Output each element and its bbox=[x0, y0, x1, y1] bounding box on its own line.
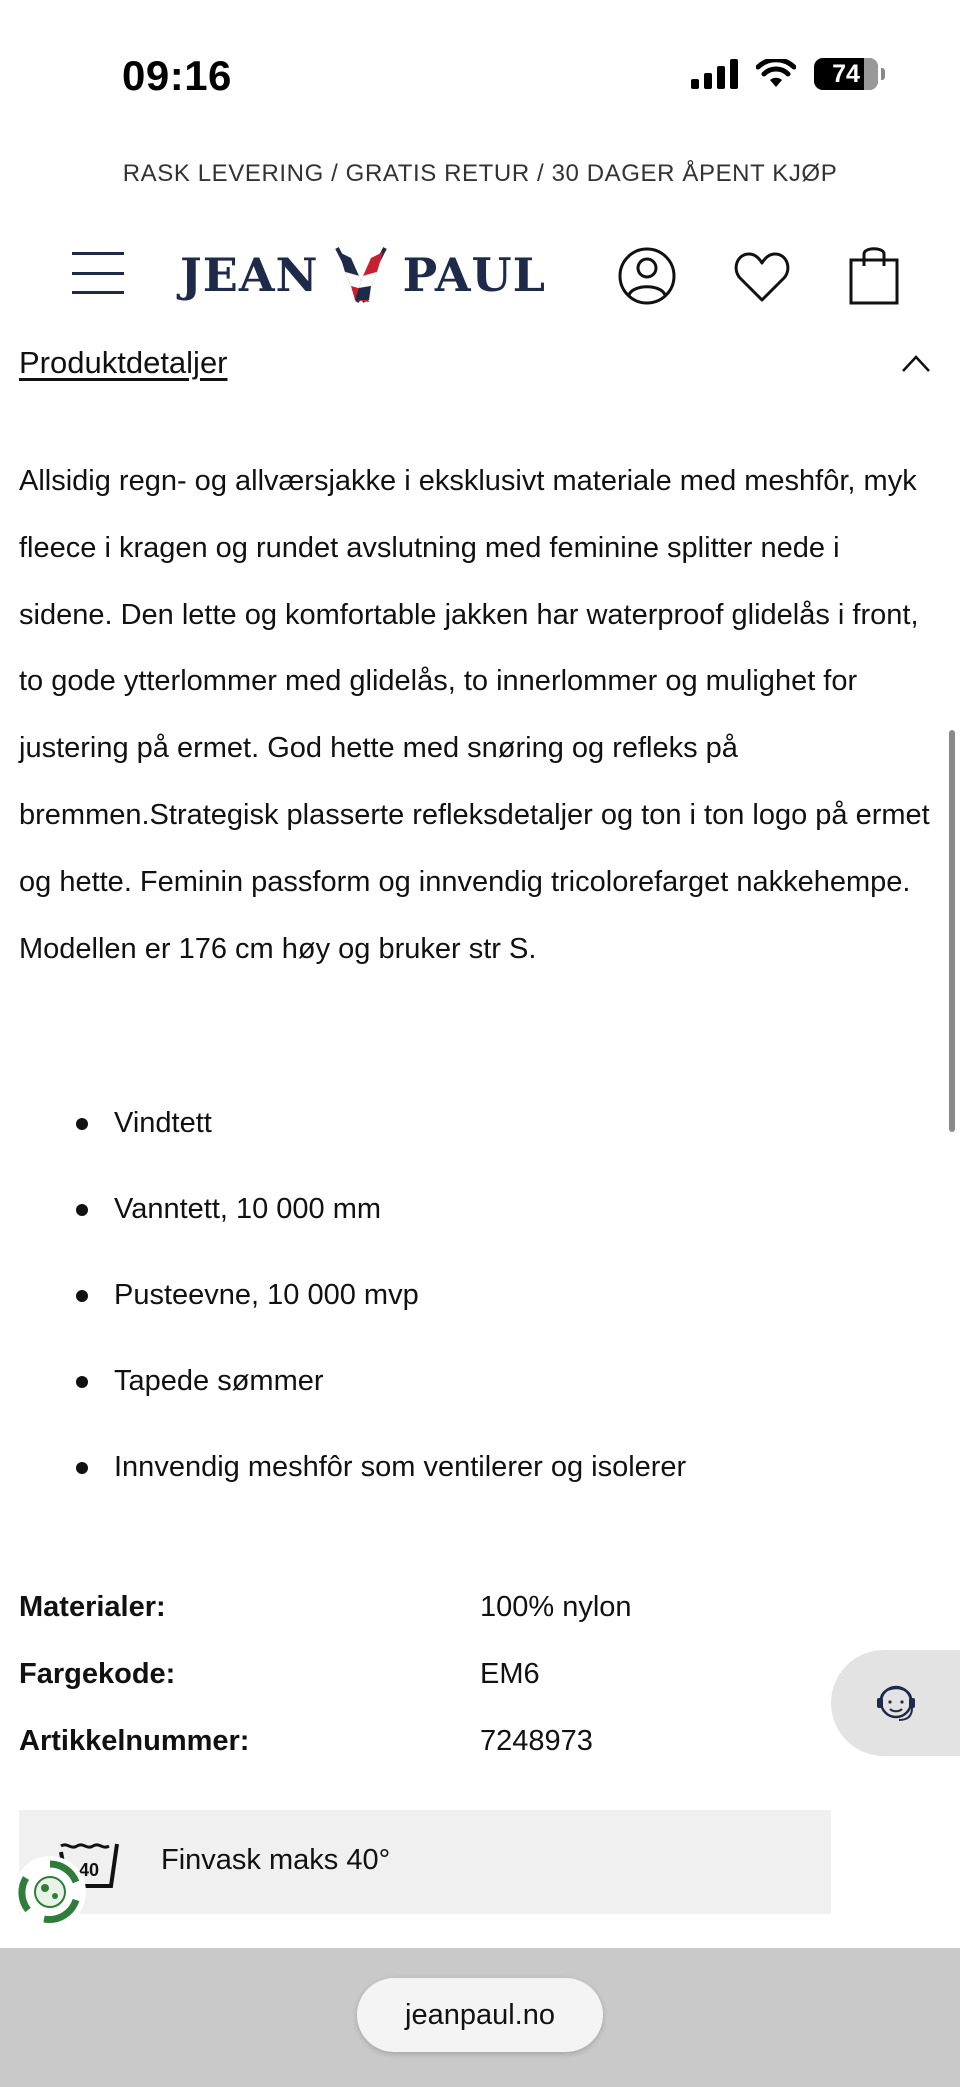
address-bar[interactable]: jeanpaul.no bbox=[357, 1978, 603, 2052]
status-time: 09:16 bbox=[122, 52, 232, 99]
customer-support-button[interactable] bbox=[831, 1650, 960, 1756]
spec-value: EM6 bbox=[480, 1658, 540, 1690]
spec-value: 100% nylon bbox=[480, 1591, 632, 1623]
accordion-title[interactable]: Produktdetaljer bbox=[19, 345, 228, 380]
feature-item: Tapede sømmer bbox=[19, 1348, 919, 1434]
account-icon[interactable] bbox=[617, 246, 677, 306]
flags-icon bbox=[321, 244, 401, 306]
care-instruction bbox=[19, 1810, 831, 1914]
spec-row-article-number bbox=[19, 1708, 919, 1775]
status-bar bbox=[0, 0, 960, 150]
support-agent-icon bbox=[869, 1676, 923, 1730]
menu-icon[interactable] bbox=[72, 252, 124, 294]
feature-item: Vanntett, 10 000 mm bbox=[19, 1176, 919, 1262]
signal-icon bbox=[691, 59, 738, 89]
feature-item: Innvendig meshfôr som ventilerer og isolerer bbox=[19, 1434, 919, 1520]
status-icons bbox=[691, 58, 878, 90]
spec-row-color-code bbox=[19, 1641, 919, 1708]
product-details-accordion[interactable] bbox=[19, 345, 941, 395]
browser-toolbar bbox=[0, 1948, 960, 2087]
spec-value: 7248973 bbox=[480, 1725, 593, 1757]
logo-text-right: PAUL bbox=[402, 248, 546, 302]
battery-icon bbox=[814, 58, 878, 90]
heart-icon[interactable] bbox=[733, 250, 791, 304]
feature-item: Vindtett bbox=[19, 1090, 919, 1176]
bag-icon[interactable] bbox=[848, 242, 900, 306]
spec-table bbox=[19, 1574, 919, 1775]
promo-banner: RASK LEVERING / GRATIS RETUR / 30 DAGER ÅPENT KJØP bbox=[122, 160, 838, 187]
battery-level: 74 bbox=[832, 59, 860, 88]
feature-list bbox=[19, 1090, 919, 1520]
spec-label: Fargekode: bbox=[19, 1658, 176, 1690]
chevron-up-icon[interactable] bbox=[901, 353, 931, 373]
site-header bbox=[0, 230, 960, 320]
feature-item: Pusteevne, 10 000 mvp bbox=[19, 1262, 919, 1348]
spec-label: Materialer: bbox=[19, 1591, 166, 1623]
care-text: Finvask maks 40° bbox=[161, 1844, 391, 1876]
logo-text-left: JEAN bbox=[180, 248, 319, 302]
wifi-icon bbox=[756, 59, 796, 89]
brand-logo[interactable] bbox=[180, 244, 546, 306]
spec-row-material bbox=[19, 1574, 919, 1641]
sustainability-badge[interactable] bbox=[14, 1856, 86, 1928]
scrollbar[interactable] bbox=[949, 730, 955, 1132]
recycle-globe-icon bbox=[14, 1856, 86, 1928]
wash-temperature: 40 bbox=[78, 1860, 100, 1880]
product-description: Allsidig regn- og allværsjakke i eksklusivt materiale med meshfôr, myk fleece i kragen og rundet avslutning med feminine splitter nede i sidene. Den lette og komfortable jakken har waterproof glidelås i front, to gode ytterlommer med glidelås, to innerlommer og mulighet for justering på ermet. God hette med snøring og refleks på bremmen.Strategisk plasserte refleksdetaljer og ton i ton logo på ermet og hette. Feminin passform og innvendig tricolorefarget nakkehempe. Modellen er 176 cm høy og bruker str S. bbox=[19, 465, 930, 965]
spec-label: Artikkelnummer: bbox=[19, 1725, 250, 1757]
